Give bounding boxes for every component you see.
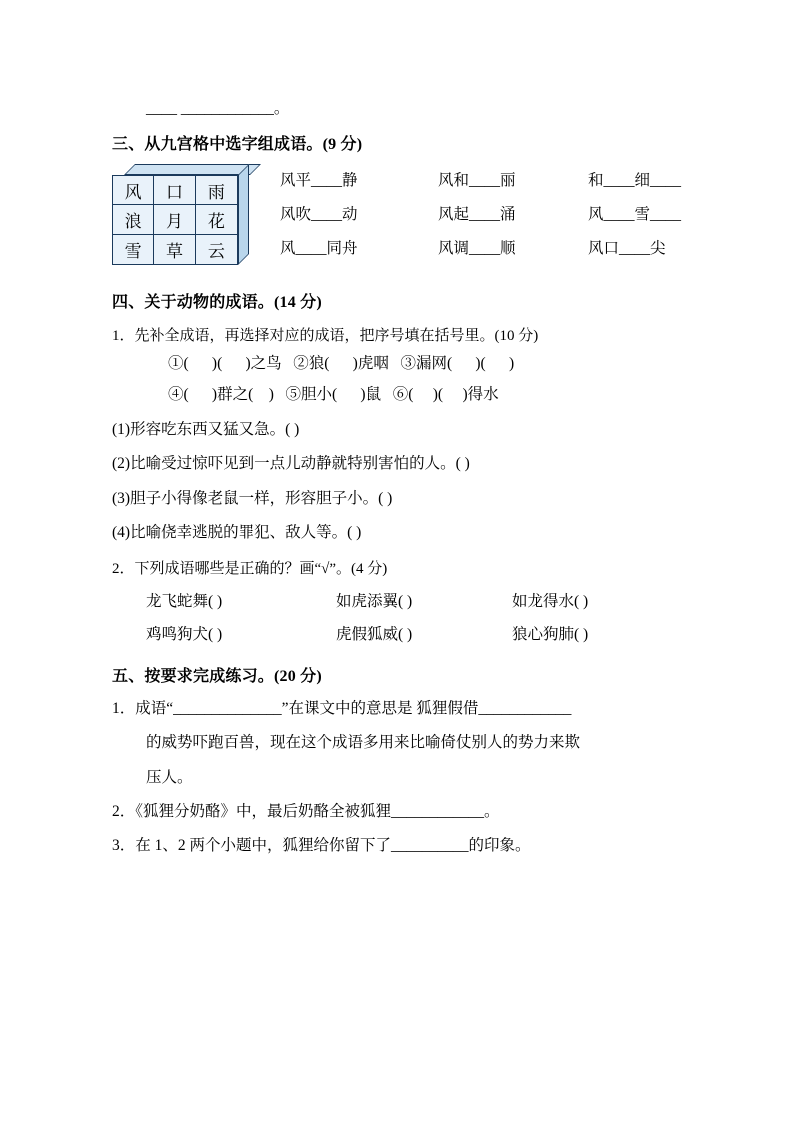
cube-side-face	[238, 164, 249, 265]
grid-cell: 花	[196, 205, 237, 234]
section-5-q1-line-2: 的威势吓跑百兽，现在这个成语多用来比喻倚仗别人的势力来欺	[146, 734, 581, 752]
idiom-row	[280, 172, 684, 189]
idiom-check-item: 如龙得水( )	[512, 593, 589, 611]
section-5-q2: 2．《狐狸分奶酪》中，最后奶酪全被狐狸____________。	[112, 802, 500, 820]
idiom-row	[280, 206, 684, 223]
nine-palace-grid	[112, 164, 264, 276]
idiom-blank-item: 风吹____动	[280, 206, 358, 224]
idiom-blank-table	[280, 164, 684, 274]
top-fragment-line: ____ ____________。	[146, 100, 290, 117]
idiom-check-item: 狼心狗肺( )	[512, 626, 589, 644]
page-content	[112, 96, 684, 857]
section-5-q3: 3．在 1、2 两个小题中，狐狸给你留下了__________的印象。	[112, 837, 531, 855]
idiom-blank-item: 风____雪____	[588, 206, 682, 224]
section-3-heading: 三、从九宫格中选字组成语。(9 分)	[112, 136, 363, 153]
grid-cell: 口	[154, 176, 195, 205]
idiom-blank-item: 风____同舟	[280, 240, 358, 258]
idiom-blank-item: 风平____静	[280, 172, 358, 189]
idiom-row	[280, 240, 684, 257]
grid-cell: 浪	[113, 205, 154, 234]
section-4-heading: 四、关于动物的成语。(14 分)	[112, 294, 322, 311]
section-4-q1-idioms-line-2: ④( )群之( ) ⑤胆小( )鼠 ⑥( )( )得水	[168, 386, 499, 404]
section-5-q1-line-3: 压人。	[146, 768, 193, 786]
section-4-q2-row	[112, 589, 684, 611]
section-5-q1-line-1: 1．成语“______________”在课文中的意思是 狐狸假借____________	[112, 700, 572, 718]
idiom-blank-item: 和____细____	[588, 172, 682, 189]
grid-cell: 风	[113, 176, 154, 205]
idiom-blank-item: 风调____顺	[438, 240, 516, 258]
idiom-blank-item: 风起____涌	[438, 206, 516, 224]
grid-cell: 雪	[113, 235, 154, 264]
section-4-q1-item: (1)形容吃东西又猛又急。( )	[112, 421, 300, 439]
grid-cell: 草	[154, 235, 195, 264]
grid-cell: 云	[196, 235, 237, 264]
grid-cell: 月	[154, 205, 195, 234]
idiom-check-item: 龙飞蛇舞( )	[146, 593, 223, 611]
idiom-blank-item: 风和____丽	[438, 172, 516, 189]
section-3-body	[112, 164, 684, 276]
section-4-q1-item: (4)比喻侥幸逃脱的罪犯、敌人等。( )	[112, 523, 362, 541]
section-4-q2-title: 2．下列成语哪些是正确的？画“√”。(4 分)	[112, 561, 388, 578]
idiom-check-item: 虎假狐威( )	[336, 626, 413, 644]
section-5-heading: 五、按要求完成练习。(20 分)	[112, 668, 322, 686]
idiom-blank-item: 风口____尖	[588, 240, 666, 258]
section-4-q2-row	[112, 622, 684, 644]
grid-front-face	[112, 175, 238, 265]
section-4-q1-idioms-line-1: ①( )( )之鸟 ②狼( )虎咽 ③漏网( )( )	[168, 355, 515, 372]
section-4-q1-title: 1．先补全成语，再选择对应的成语，把序号填在括号里。(10 分)	[112, 328, 539, 344]
section-4-q1-item: (3)胆子小得像老鼠一样，形容胆子小。( )	[112, 489, 393, 507]
grid-cell: 雨	[196, 176, 237, 205]
section-4-q1-item: (2)比喻受过惊吓见到一点儿动静就特别害怕的人。( )	[112, 455, 470, 473]
idiom-check-item: 鸡鸣狗犬( )	[146, 626, 223, 644]
idiom-check-item: 如虎添翼( )	[336, 593, 413, 611]
